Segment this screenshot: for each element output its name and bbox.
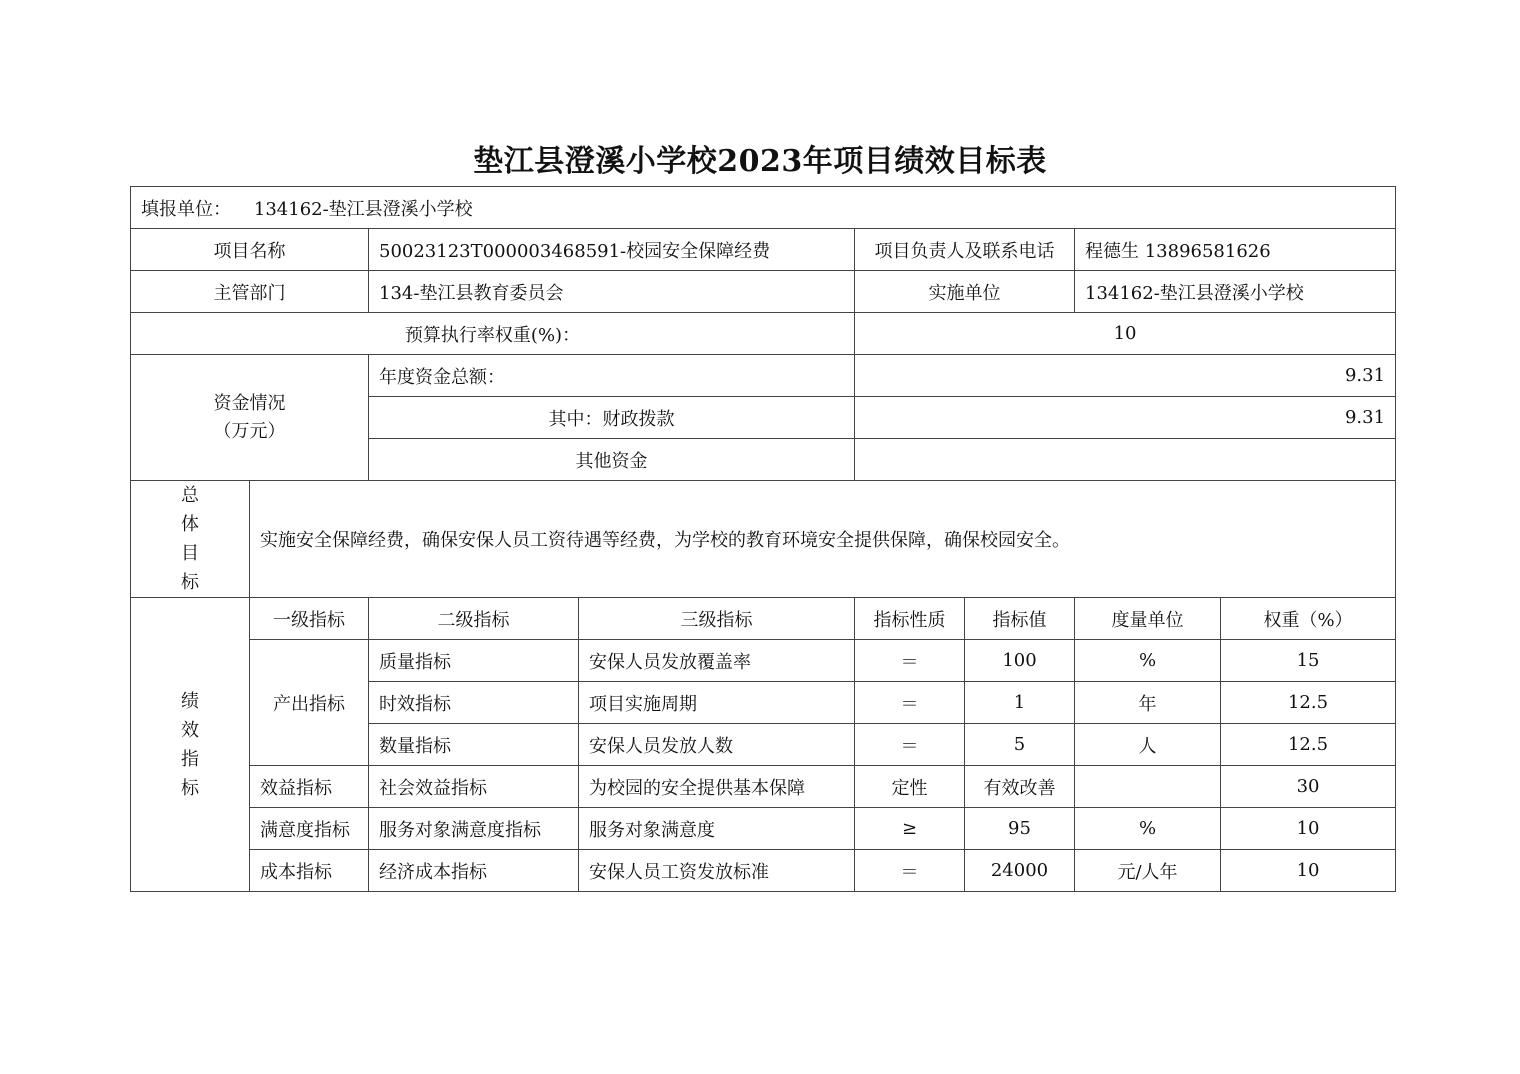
funds-label-line2: （万元） xyxy=(213,420,286,442)
value-cell: 1 xyxy=(965,682,1075,724)
column-header: 度量单位 xyxy=(1075,598,1221,640)
column-header: 三级指标 xyxy=(579,598,855,640)
department-label: 主管部门 xyxy=(131,271,369,313)
nature-cell: ＝ xyxy=(855,850,965,892)
level3-cell: 服务对象满意度 xyxy=(579,808,855,850)
funds-total-row xyxy=(131,355,1396,397)
column-header: 二级指标 xyxy=(369,598,579,640)
performance-indicators-char: 指 xyxy=(181,748,199,770)
page-title: 垫江县澄溪小学校2023年项目绩效目标表 xyxy=(473,144,1047,179)
performance-indicators-char: 绩 xyxy=(181,690,199,712)
unit-cell: % xyxy=(1075,808,1221,850)
value-cell: 100 xyxy=(965,640,1075,682)
column-header: 权重（%） xyxy=(1221,598,1396,640)
unit-cell xyxy=(1075,766,1221,808)
project-name-value: 50023123T000003468591-校园安全保障经费 xyxy=(369,229,855,271)
nature-cell: ≥ xyxy=(855,808,965,850)
level3-cell: 为校园的安全提供基本保障 xyxy=(579,766,855,808)
funds-total-label: 年度资金总额： xyxy=(369,355,855,397)
level3-cell: 安保人员工资发放标准 xyxy=(579,850,855,892)
unit-row xyxy=(131,187,1396,229)
project-name-label: 项目名称 xyxy=(131,229,369,271)
project-name-row xyxy=(131,229,1396,271)
performance-target-table xyxy=(130,186,1396,892)
funds-other-value xyxy=(855,439,1396,481)
level1-cell: 满意度指标 xyxy=(250,808,369,850)
column-header: 指标值 xyxy=(965,598,1075,640)
department-value: 134-垫江县教育委员会 xyxy=(369,271,855,313)
value-cell: 24000 xyxy=(965,850,1075,892)
funds-fiscal-value: 9.31 xyxy=(855,397,1396,439)
budget-weight-row xyxy=(131,313,1396,355)
nature-cell: ＝ xyxy=(855,640,965,682)
weight-cell: 12.5 xyxy=(1221,682,1396,724)
performance-indicators-label xyxy=(131,598,250,892)
unit-cell: 年 xyxy=(1075,682,1221,724)
value-cell: 95 xyxy=(965,808,1075,850)
funds-fiscal-label: 其中：财政拨款 xyxy=(369,397,855,439)
funds-total-value: 9.31 xyxy=(855,355,1396,397)
level3-cell: 项目实施周期 xyxy=(579,682,855,724)
filling-unit-cell xyxy=(131,187,1396,229)
budget-weight-value: 10 xyxy=(855,313,1396,355)
filling-unit-label: 填报单位： xyxy=(141,198,231,220)
table-row xyxy=(131,640,1396,682)
nature-cell: 定性 xyxy=(855,766,965,808)
level2-cell: 经济成本指标 xyxy=(369,850,579,892)
weight-cell: 30 xyxy=(1221,766,1396,808)
weight-cell: 10 xyxy=(1221,808,1396,850)
table-row xyxy=(131,808,1396,850)
unit-cell: 人 xyxy=(1075,724,1221,766)
project-owner-value: 程德生 13896581626 xyxy=(1075,229,1396,271)
project-owner-label: 项目负责人及联系电话 xyxy=(855,229,1075,271)
overall-goal-text: 实施安全保障经费，确保安保人员工资待遇等经费，为学校的教育环境安全提供保障，确保校园安全。 xyxy=(250,481,1396,598)
overall-goal-char: 目 xyxy=(181,543,199,564)
level2-cell: 服务对象满意度指标 xyxy=(369,808,579,850)
department-row xyxy=(131,271,1396,313)
column-header: 一级指标 xyxy=(250,598,369,640)
unit-cell: 元/人年 xyxy=(1075,850,1221,892)
overall-goal-row xyxy=(131,481,1396,598)
implementing-unit-value: 134162-垫江县澄溪小学校 xyxy=(1075,271,1396,313)
funds-other-label: 其他资金 xyxy=(369,439,855,481)
budget-weight-label: 预算执行率权重(%)： xyxy=(131,313,855,355)
level2-cell: 时效指标 xyxy=(369,682,579,724)
level1-cell: 效益指标 xyxy=(250,766,369,808)
funds-label-line1: 资金情况 xyxy=(213,392,286,414)
weight-cell: 12.5 xyxy=(1221,724,1396,766)
nature-cell: ＝ xyxy=(855,682,965,724)
weight-cell: 15 xyxy=(1221,640,1396,682)
table-row xyxy=(131,850,1396,892)
table-row xyxy=(131,766,1396,808)
level2-cell: 质量指标 xyxy=(369,640,579,682)
indicator-header-row xyxy=(131,598,1396,640)
overall-goal-char: 标 xyxy=(181,572,199,593)
funds-label xyxy=(131,355,369,481)
performance-indicators-char: 标 xyxy=(181,777,199,799)
filling-unit-value: 134162-垫江县澄溪小学校 xyxy=(253,198,473,220)
value-cell: 5 xyxy=(965,724,1075,766)
value-cell: 有效改善 xyxy=(965,766,1075,808)
level3-cell: 安保人员发放人数 xyxy=(579,724,855,766)
column-header: 指标性质 xyxy=(855,598,965,640)
overall-goal-char: 体 xyxy=(181,514,199,535)
level2-cell: 社会效益指标 xyxy=(369,766,579,808)
overall-goal-char: 总 xyxy=(181,485,199,506)
nature-cell: ＝ xyxy=(855,724,965,766)
level2-cell: 数量指标 xyxy=(369,724,579,766)
unit-cell: % xyxy=(1075,640,1221,682)
level1-cell: 成本指标 xyxy=(250,850,369,892)
overall-goal-label xyxy=(131,481,250,598)
performance-indicators-char: 效 xyxy=(181,719,199,741)
implementing-unit-label: 实施单位 xyxy=(855,271,1075,313)
level3-cell: 安保人员发放覆盖率 xyxy=(579,640,855,682)
weight-cell: 10 xyxy=(1221,850,1396,892)
level1-output-indicator: 产出指标 xyxy=(250,640,369,766)
